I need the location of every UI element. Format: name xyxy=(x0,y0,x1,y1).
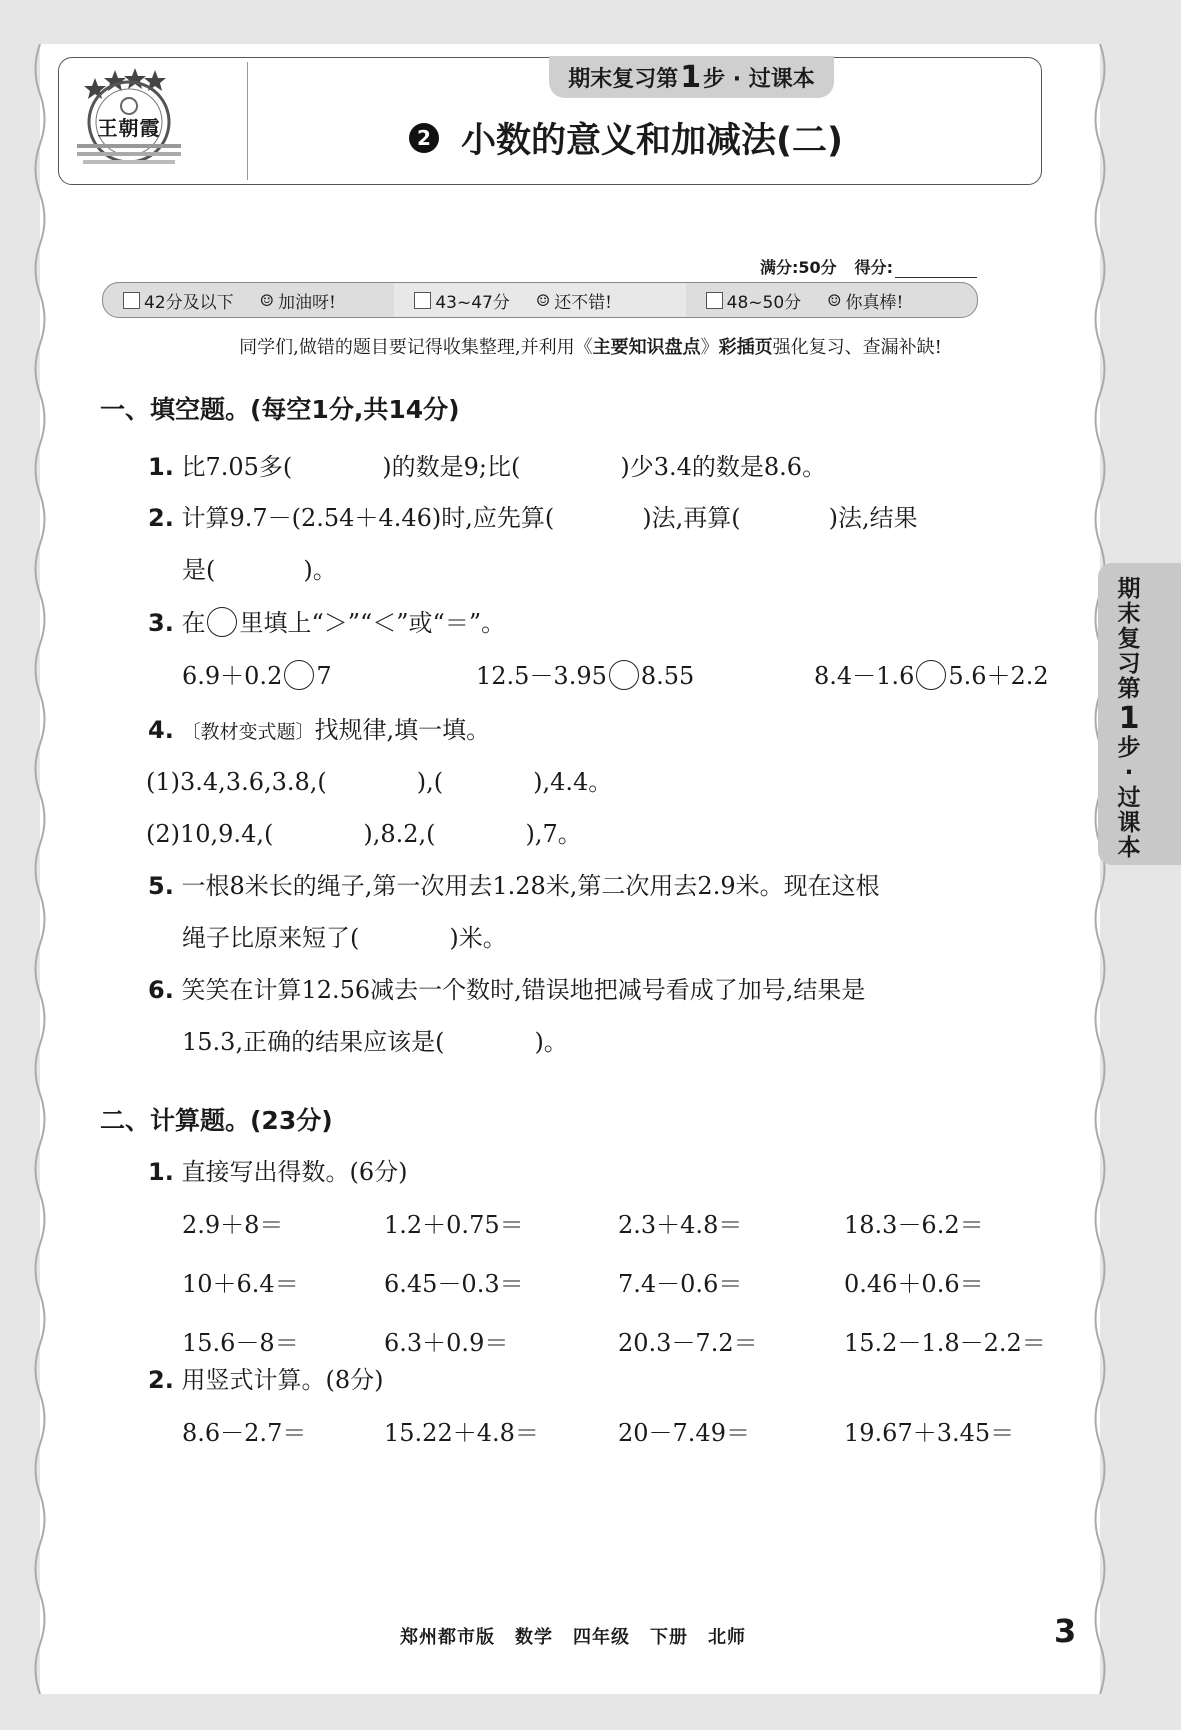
mental-math-item[interactable]: 6.45－0.3＝ xyxy=(384,1270,524,1298)
section-2-title: 二、计算题。(23分) xyxy=(100,1106,333,1135)
smiley-icon: ☺ xyxy=(535,290,551,310)
mental-math-item[interactable]: 10＋6.4＝ xyxy=(182,1270,299,1298)
question-1-1: 1. 比7.05多( )的数是9;比( )少3.4的数是8.6。 xyxy=(148,453,827,481)
rating-option-1[interactable]: 42分及以下 ☺ 加油呀! xyxy=(103,283,394,317)
wavy-border-right xyxy=(1091,44,1109,1694)
question-1-4: 4. 〔教材变式题〕找规律,填一填。 xyxy=(148,716,491,744)
section-1-title: 一、填空题。(每空1分,共14分) xyxy=(100,395,460,424)
vertical-calc-item[interactable]: 19.67＋3.45＝ xyxy=(844,1419,1015,1447)
score-label: 得分: xyxy=(854,258,894,277)
question-1-4-part-2: (2)10,9.4,( ),8.2,( ),7。 xyxy=(146,820,582,848)
lesson-title-text: 小数的意义和加减法(二) xyxy=(461,121,843,161)
rating-option-3[interactable]: 48~50分 ☺ 你真棒! xyxy=(686,283,977,317)
question-1-6: 6. 笑笑在计算12.56减去一个数时,错误地把减号看成了加号,结果是 xyxy=(148,976,866,1004)
footer-info: 郑州都市版 数学 四年级 下册 北师 xyxy=(400,1627,746,1648)
lesson-header xyxy=(58,57,1042,185)
question-1-2: 2. 计算9.7－(2.54＋4.46)时,应先算( )法,再算( )法,结果 xyxy=(148,504,918,532)
question-1-5-cont: 绳子比原来短了( )米。 xyxy=(182,924,507,952)
logo-divider xyxy=(247,62,248,180)
checkbox[interactable] xyxy=(414,292,431,309)
full-score: 满分:50分 xyxy=(760,258,837,277)
question-1-3: 3. 在 里填上“＞”“＜”或“＝”。 xyxy=(148,609,506,637)
brand-logo xyxy=(73,66,185,174)
checkbox[interactable] xyxy=(706,292,723,309)
smiley-icon: ☺ xyxy=(827,290,842,310)
step-tab xyxy=(549,56,834,98)
self-rating-bar xyxy=(102,282,978,318)
compare-expression-2: 12.5－3.95 8.55 xyxy=(476,662,695,690)
page-number: 3 xyxy=(1054,1612,1077,1650)
question-1-4-part-1: (1)3.4,3.6,3.8,( ),( ),4.4。 xyxy=(146,768,613,796)
compare-expression-1: 6.9＋0.2 7 xyxy=(182,662,332,690)
step-suffix: 步 · 过课本 xyxy=(703,66,815,92)
textbook-variant-tag: 〔教材变式题〕 xyxy=(181,721,315,743)
score-line xyxy=(760,255,977,278)
vertical-calc-item[interactable]: 20－7.49＝ xyxy=(618,1419,750,1447)
lesson-title xyxy=(409,110,843,166)
compare-circle[interactable] xyxy=(284,660,314,690)
lesson-number-badge: 2 xyxy=(409,123,439,153)
rating-option-2[interactable]: 43~47分 ☺ 还不错! xyxy=(394,283,685,317)
mental-math-item[interactable]: 6.3＋0.9＝ xyxy=(384,1329,509,1357)
checkbox[interactable] xyxy=(123,292,140,309)
mental-math-item[interactable]: 18.3－6.2＝ xyxy=(844,1211,984,1239)
vertical-calc-grid xyxy=(182,1413,1084,1448)
logo-text: 王朝霞 xyxy=(97,116,161,140)
mental-math-item[interactable]: 20.3－7.2＝ xyxy=(618,1329,758,1357)
wavy-border-left xyxy=(31,44,49,1694)
score-blank[interactable] xyxy=(895,263,977,278)
question-1-5: 5. 一根8米长的绳子,第一次用去1.28米,第二次用去2.9米。现在这根 xyxy=(148,872,880,900)
mental-math-grid xyxy=(182,1205,1084,1358)
mental-math-item[interactable]: 2.3＋4.8＝ xyxy=(618,1211,743,1239)
question-1-6-cont: 15.3,正确的结果应该是( )。 xyxy=(182,1028,568,1056)
mental-math-item[interactable]: 15.2－1.8－2.2＝ xyxy=(844,1329,1046,1357)
compare-circle[interactable] xyxy=(207,607,237,637)
advice-text: 同学们,做错的题目要记得收集整理,并利用《主要知识盘点》彩插页强化复习、查漏补缺! xyxy=(239,337,942,358)
side-tab[interactable] xyxy=(1098,563,1181,865)
question-1-2-cont: 是( )。 xyxy=(182,556,337,584)
step-prefix: 期末复习第 xyxy=(568,66,679,92)
question-2-2: 2. 用竖式计算。(8分) xyxy=(148,1366,384,1394)
question-2-1: 1. 直接写出得数。(6分) xyxy=(148,1158,408,1186)
mental-math-item[interactable]: 1.2＋0.75＝ xyxy=(384,1211,524,1239)
vertical-calc-item[interactable]: 15.22＋4.8＝ xyxy=(384,1419,539,1447)
compare-circle[interactable] xyxy=(609,660,639,690)
mental-math-item[interactable]: 15.6－8＝ xyxy=(182,1329,299,1357)
smiley-icon: ☺ xyxy=(259,290,274,310)
step-number: 1 xyxy=(680,59,702,95)
mental-math-item[interactable]: 2.9＋8＝ xyxy=(182,1211,284,1239)
mental-math-item[interactable]: 7.4－0.6＝ xyxy=(618,1270,743,1298)
compare-circle[interactable] xyxy=(916,660,946,690)
side-tab-text: 期 末 复 习 第 1 步 · 过 课 本 xyxy=(1117,576,1141,861)
mental-math-item[interactable]: 0.46＋0.6＝ xyxy=(844,1270,984,1298)
vertical-calc-item[interactable]: 8.6－2.7＝ xyxy=(182,1419,307,1447)
compare-expression-3: 8.4－1.6 5.6＋2.2 xyxy=(814,662,1049,690)
